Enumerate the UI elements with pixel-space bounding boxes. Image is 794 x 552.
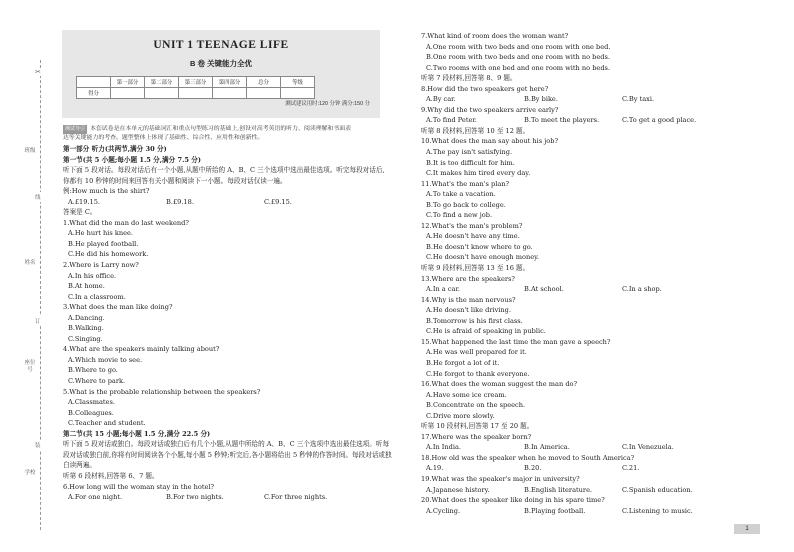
intro-text: 达等关键能力的考查。题型整体上体现了基础性、综合性、应用性和创新性。 [63, 134, 264, 141]
answer-option: C.Singing. [68, 334, 103, 343]
cut-mark-xian: 线 [35, 192, 41, 202]
score-input-cell[interactable] [179, 88, 213, 99]
intro-text: 本套试卷是在本单元的基础词汇和重点句型练习的基础上,创设对高考英语的听力、阅读理解和书面表 [90, 126, 352, 132]
answer-option: C.To find a new job. [426, 211, 493, 220]
answer-option: B.For two nights. [166, 493, 224, 502]
answer-option: B.He doesn't know where to go. [426, 242, 533, 251]
answer-option: B.At home. [68, 282, 105, 291]
answer-option: C.£9.15. [264, 197, 292, 206]
score-header-cell: 第二部分 [145, 77, 179, 88]
answer-option: A.Classmates. [68, 398, 115, 407]
score-input-cell[interactable] [111, 88, 145, 99]
question-line: 例:How much is the shirt? [63, 187, 150, 196]
question-line: 听下面 5 段对话或独白。每段对话或独白后有几个小题,从题中所给的 A、B、C 三个选项中选出最佳选项。听每 [63, 440, 390, 449]
answer-option: B.At school. [524, 285, 564, 294]
answer-option: C.By taxi. [622, 95, 655, 104]
answer-options-row [421, 284, 741, 295]
answer-option: C.Listening to music. [622, 506, 693, 515]
unit-title: UNIT 1 TEENAGE LIFE [153, 39, 289, 51]
question-line: 14.Why is the man nervous? [421, 295, 516, 304]
answer-option: B.Tomorrow is his first class. [426, 316, 523, 325]
question-line: 听第 6 段材料,回答第 6、7 题。 [63, 471, 159, 480]
answer-option: B.It is too difficult for him. [426, 158, 515, 167]
score-header-cell: 等级 [281, 77, 315, 88]
answer-option: C.It makes him tired every day. [426, 169, 531, 178]
answer-option: C.In a shop. [622, 285, 662, 294]
question-line: 2.Where is Larry now? [63, 261, 139, 270]
answer-options-row [421, 485, 741, 496]
right-column [421, 31, 741, 516]
answer-option: C.He is afraid of speaking in public. [426, 327, 546, 336]
question-line: 9.Why did the two speakers arrive early? [421, 105, 559, 114]
cut-line [40, 60, 41, 530]
answer-option: A.Japanese history. [426, 485, 490, 494]
score-header-cell [77, 77, 111, 88]
score-header-cell: 第一部分 [111, 77, 145, 88]
question-line: 13.Where are the speakers? [421, 274, 515, 283]
answer-options-row [421, 463, 741, 474]
binding-sidebar [18, 60, 48, 530]
answer-option: C.For three nights. [264, 493, 328, 502]
question-line: 18.How old was the speaker when he moved to South America? [421, 453, 635, 462]
answer-option: C.In a classroom. [68, 292, 126, 301]
answer-option: A.The pay isn't satisfying. [426, 148, 513, 157]
cut-mark-zhuang: 装 [35, 440, 41, 450]
seat-field-label: 座位号 [24, 360, 36, 373]
question-line: 12.What's the man's problem? [421, 221, 523, 230]
answer-option: B.£9.18. [166, 197, 194, 206]
answer-option: C.Where to park. [68, 377, 126, 386]
answer-option: B.In America. [524, 443, 570, 452]
question-line: 4.What are the speakers mainly talking about? [63, 345, 220, 354]
answer-option: A.For one night. [68, 493, 123, 502]
answer-option: A.In India. [426, 443, 462, 452]
score-input-cell[interactable] [247, 88, 281, 99]
question-line: 16.What does the woman suggest the man do? [421, 380, 578, 389]
question-line: 听下面 5 段对话。每段对话后有一个小题,从题中所给的 A、B、C 三个选项中选出最佳选项。听完每段对话后, [63, 166, 385, 175]
answer-option: A.To take a vacation. [426, 190, 496, 199]
score-input-cell[interactable] [213, 88, 247, 99]
unit-subtitle: B 卷 关键能力全优 [189, 59, 253, 68]
score-table-header-row [77, 77, 315, 88]
question-line: 11.What's the man's plan? [421, 179, 510, 188]
score-table [76, 76, 315, 99]
question-line: 5.What is the probable relationship between the speakers? [63, 387, 261, 396]
class-field-label: 班级 [24, 148, 36, 154]
answer-option: C.He did his homework. [68, 250, 149, 259]
answer-option: A.He doesn't have any time. [426, 232, 520, 241]
answer-option: C.He doesn't have enough money. [426, 253, 540, 262]
answer-option: A.To find Peter. [426, 116, 477, 125]
answer-option: B.Where to go. [68, 366, 118, 375]
scissor-icon: ✂ [35, 68, 41, 76]
question-line: 17.Where was the speaker born? [421, 432, 532, 441]
score-header-cell: 总分 [247, 77, 281, 88]
time-and-score-note: 测试建议用时:120 分钟 满分:150 分 [285, 101, 370, 107]
score-input-cell[interactable] [281, 88, 315, 99]
answer-options-row [421, 94, 741, 105]
answer-option: C.Two rooms with one bed and one room with no beds. [426, 63, 611, 72]
answer-option: A.Have some ice cream. [426, 390, 507, 399]
answer-option: C.Teacher and student. [68, 419, 146, 428]
answer-option: B.Colleagues. [68, 408, 114, 417]
answer-option: B.20. [524, 464, 542, 473]
test-intro [63, 125, 383, 142]
answer-option: A.19. [426, 464, 444, 473]
answer-option: A.He was well prepared for it. [426, 348, 527, 357]
question-line: 听第 8 段材料,回答第 10 至 12 题。 [421, 126, 530, 135]
answer-option: C.Drive more slowly. [426, 411, 495, 420]
cut-mark-ding: 订 [35, 316, 41, 326]
score-table-row [77, 88, 315, 99]
answer-option: B.Walking. [68, 324, 104, 333]
question-line: 20.What does the speaker like doing in his spare time? [421, 496, 605, 505]
answer-option: B.To meet the players. [524, 116, 600, 125]
answer-option: B.One room with two beds and one room with no beds. [426, 53, 610, 62]
question-line: 听第 10 段材料,回答第 17 至 20 题。 [421, 422, 534, 431]
question-line: 3.What does the man like doing? [63, 303, 173, 312]
score-row-label: 得分 [77, 88, 111, 99]
answer-option: A.Dancing. [68, 313, 105, 322]
score-header-cell: 第三部分 [179, 77, 213, 88]
answer-option: B.Playing football. [524, 506, 586, 515]
question-line: 15.What happened the last time the man gave a speech? [421, 337, 611, 346]
question-line: 段对话或独白前,你将有时间阅读各个小题,每小题 5 秒钟;听完后,各小题将给出 5 秒钟的作答时间。每段对话或独 [63, 450, 392, 459]
answer-option: A.Cycling. [426, 506, 461, 515]
school-field-label: 学校 [24, 470, 36, 476]
question-line: 6.How long will the woman stay in the hotel? [63, 482, 215, 491]
answer-option: A.One room with two beds and one room with one bed. [426, 42, 611, 51]
answer-option: A.£19.15. [68, 197, 101, 206]
answer-option: B.By bike. [524, 95, 558, 104]
answer-option: B.He forgot a lot of it. [426, 358, 500, 367]
question-line: 19.What was the speaker's major in university? [421, 474, 580, 483]
page-number: 1 [734, 524, 760, 534]
section-heading: 第二节(共 15 小题;每小题 1.5 分,满分 22.5 分) [63, 429, 211, 438]
unit-header-box [62, 30, 380, 118]
question-line: 听第 9 段材料,回答第 13 至 16 题。 [421, 264, 530, 273]
score-header-cell: 第四部分 [213, 77, 247, 88]
question-line: 10.What does the man say about his job? [421, 137, 559, 146]
answer-option: A.Which movie to see. [68, 355, 143, 364]
question-line: 8.How did the two speakers get here? [421, 84, 549, 93]
section-heading: 第一部分 听力(共两节,满分 30 分) [63, 145, 167, 153]
answer-option: A.He doesn't like driving. [426, 306, 511, 315]
answer-option: A.In a car. [426, 285, 460, 294]
left-column [63, 144, 392, 503]
answer-option: C.To get a good place. [622, 116, 697, 125]
answer-options-row [63, 492, 383, 503]
answer-option: A.By car. [426, 95, 456, 104]
answer-option: C.He forgot to thank everyone. [426, 369, 530, 378]
answer-option: B.He played football. [68, 239, 139, 248]
answer-option: C.In Venezuela. [622, 443, 674, 452]
name-field-label: 姓名 [24, 260, 36, 266]
answer-option: A.In his office. [68, 271, 117, 280]
question-line: 7.What kind of room does the woman want? [421, 32, 569, 40]
question-line: 你都有 10 秒钟的时间来回答有关小题和阅读下一小题。每段对话仅读一遍。 [63, 176, 287, 185]
question-line: 答案是 C。 [63, 208, 97, 217]
intro-tag: 测试导引 [65, 126, 86, 132]
answer-option: B.English literature. [524, 485, 593, 494]
answer-option: B.To go back to college. [426, 200, 506, 209]
answer-options-row [63, 197, 383, 208]
answer-options-row [421, 442, 741, 453]
answer-options-row [421, 506, 741, 517]
section-heading: 第一节(共 5 小题;每小题 1.5 分,满分 7.5 分) [63, 155, 201, 164]
answer-option: B.Concentrate on the speech. [426, 401, 526, 410]
question-line: 听第 7 段材料,回答第 8、9 题。 [421, 74, 517, 83]
answer-option: C.Spanish education. [622, 485, 693, 494]
question-line: 1.What did the man do last weekend? [63, 218, 189, 227]
answer-options-row [421, 115, 741, 126]
score-input-cell[interactable] [145, 88, 179, 99]
answer-option: C.21. [622, 464, 640, 473]
question-line: 白读两遍。 [63, 461, 96, 470]
answer-option: A.He hurt his knee. [68, 229, 133, 238]
